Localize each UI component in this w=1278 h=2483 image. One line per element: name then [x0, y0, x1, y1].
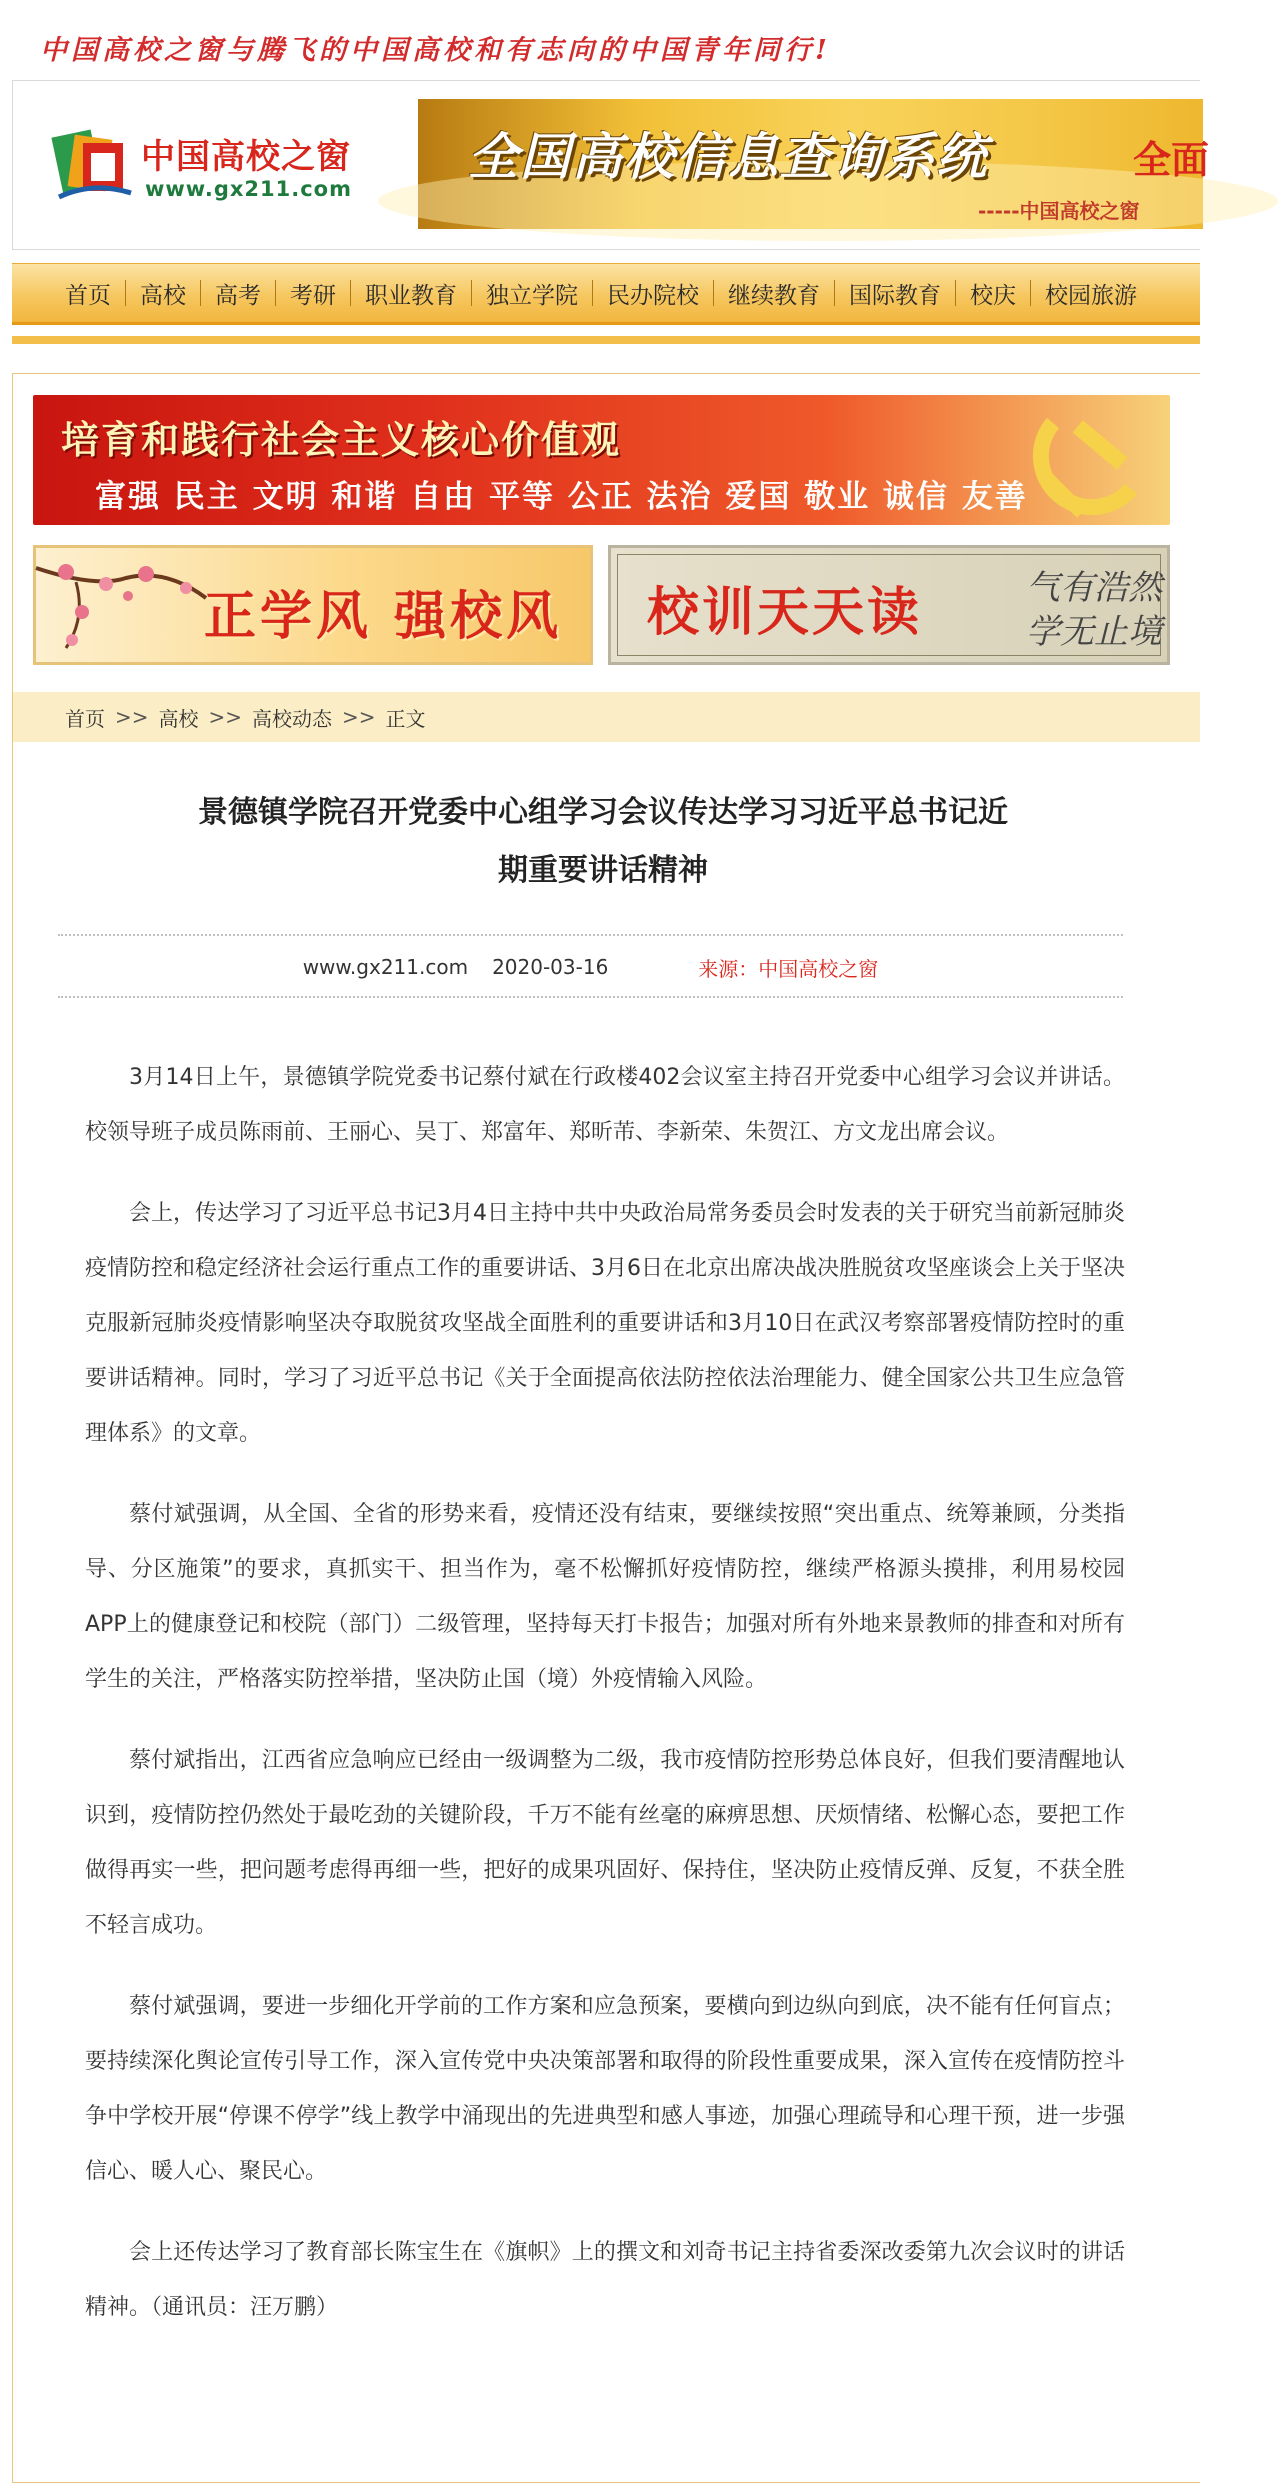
- nav-separator: [834, 280, 835, 306]
- logo-url: www.gx211.com: [145, 177, 352, 201]
- nav-item[interactable]: 职业教育: [365, 282, 457, 309]
- article-source-link[interactable]: 中国高校之窗: [758, 956, 879, 981]
- core-values-subtitle: 富强 民主 文明 和谐 自由 平等 公正 法治 爱国 敬业 诚信 友善: [95, 479, 1028, 515]
- nav-item[interactable]: 国际教育: [849, 282, 941, 309]
- school-motto-banner[interactable]: [608, 545, 1170, 665]
- nav-separator: [1030, 280, 1031, 306]
- top-slogan: 中国高校之窗与腾飞的中国高校和有志向的中国青年同行!: [40, 35, 831, 66]
- article-title: [73, 784, 1133, 900]
- nav-separator: [275, 280, 276, 306]
- site-logo[interactable]: [53, 123, 393, 213]
- logo-mark-icon: [53, 123, 135, 207]
- nav-separator: [955, 280, 956, 306]
- breadcrumb-item[interactable]: 首页: [65, 706, 105, 731]
- query-system-banner[interactable]: [418, 99, 1210, 229]
- breadcrumb: [13, 692, 1200, 742]
- nav-separator: [592, 280, 593, 306]
- article-paragraph: 蔡付斌指出，江西省应急响应已经由一级调整为二级，我市疫情防控形势总体良好，但我们要清醒地认识到，疫情防控仍然处于最吃劲的关键阶段，千万不能有丝毫的麻痹思想、厌烦情绪、松懈心态，要把工作做得再实一些，把问题考虑得再细一些，把好的成果巩固好、保持住，坚决防止疫情反弹、反复，不获全胜不轻言成功。: [85, 1748, 1125, 1938]
- study-style-banner[interactable]: [33, 545, 593, 665]
- article-title-line-1: 景德镇学院召开党委中心组学习会议传达学习习近平总书记近: [198, 795, 1008, 830]
- nav-list: [57, 264, 1145, 322]
- breadcrumb-item[interactable]: 高校: [158, 706, 199, 731]
- nav-separator: [713, 280, 714, 306]
- site-header: [12, 80, 1210, 250]
- plum-blossom-icon: [36, 548, 216, 662]
- hammer-sickle-icon: [1023, 403, 1153, 521]
- nav-item[interactable]: 校庆: [970, 282, 1016, 309]
- nav-item[interactable]: 民办院校: [607, 282, 699, 309]
- motto-side-text-1: 气有浩然: [1026, 568, 1162, 608]
- article-paragraph: 蔡付斌强调，从全国、全省的形势来看，疫情还没有结束，要继续按照“突出重点、统筹兼顾，分类指导、分区施策”的要求，真抓实干、担当作为，毫不松懈抓好疫情防控，继续严格源头摸排，利用易校园APP上的健康登记和校院（部门）二级管理，坚持每天打卡报告；加强对所有外地来景教师的排查和对所有学生的关注，严格落实防控举措，坚决防止国（境）外疫情输入风险。: [85, 1502, 1125, 1692]
- breadcrumb-separator: >>: [115, 705, 149, 729]
- meta-divider-bottom: [58, 996, 1123, 998]
- nav-item[interactable]: 首页: [65, 282, 111, 309]
- banner-title: 全国高校信息查询系统: [468, 128, 988, 186]
- logo-title: 中国高校之窗: [141, 137, 351, 177]
- article-source-label: 来源：: [698, 956, 759, 981]
- motto-side-text-2: 学无止境: [1026, 612, 1162, 652]
- breadcrumb-separator: >>: [208, 705, 243, 729]
- nav-item[interactable]: 继续教育: [728, 282, 820, 309]
- nav-item[interactable]: 考研: [290, 282, 336, 309]
- core-values-title: 培育和践行社会主义核心价值观: [61, 418, 622, 462]
- banner-subtitle: -----中国高校之窗: [978, 199, 1140, 223]
- core-values-banner[interactable]: [33, 395, 1170, 525]
- breadcrumb-separator: >>: [342, 705, 376, 729]
- study-style-title: 正学风 强校风: [204, 587, 563, 647]
- main-nav: [12, 263, 1200, 325]
- meta-divider-top: [58, 934, 1123, 936]
- nav-separator: [125, 280, 126, 306]
- article-paragraph: 会上还传达学习了教育部长陈宝生在《旗帜》上的撰文和刘奇书记主持省委深改委第九次会议时的讲话精神。（通讯员：汪万鹏）: [85, 2240, 1125, 2320]
- content-box: [12, 373, 1200, 2483]
- article-paragraph: 3月14日上午，景德镇学院党委书记蔡付斌在行政楼402会议室主持召开党委中心组学习会议并讲话。校领导班子成员陈雨前、王丽心、吴丁、郑富年、郑昕芾、李新荣、朱贺江、方文龙出席会议。: [85, 1065, 1125, 1145]
- article-date: 2020-03-16: [492, 955, 609, 979]
- nav-separator: [200, 280, 201, 306]
- nav-separator: [471, 280, 472, 306]
- article-body: [85, 1050, 1125, 2361]
- article-paragraph: 蔡付斌强调，要进一步细化开学前的工作方案和应急预案，要横向到边纵向到底，决不能有任何盲点；要持续深化舆论宣传引导工作，深入宣传党中央决策部署和取得的阶段性重要成果，深入宣传在疫情防控斗争中学校开展“停课不停学”线上教学中涌现出的先进典型和感人事迹，加强心理疏导和心理干预，进一步强信心、暖人心、聚民心。: [85, 1994, 1125, 2184]
- article-site: www.gx211.com: [302, 955, 469, 979]
- banner-right-text: 全面: [1133, 138, 1210, 182]
- school-motto-title: 校训天天读: [647, 582, 923, 643]
- article-meta: [58, 942, 1123, 992]
- nav-item[interactable]: 校园旅游: [1045, 282, 1137, 309]
- nav-separator: [350, 280, 351, 306]
- article-paragraph: 会上，传达学习了习近平总书记3月4日主持中共中央政治局常务委员会时发表的关于研究当前新冠肺炎疫情防控和稳定经济社会运行重点工作的重要讲话、3月6日在北京出席决战决胜脱贫攻坚座谈会上关于坚决克服新冠肺炎疫情影响坚决夺取脱贫攻坚战全面胜利的重要讲话和3月10日在武汉考察部署疫情防控时的重要讲话精神。同时，学习了习近平总书记《关于全面提高依法防控依法治理能力、健全国家公共卫生应急管理体系》的文章。: [85, 1201, 1125, 1446]
- nav-item[interactable]: 高考: [215, 282, 261, 309]
- nav-underline: [12, 336, 1200, 344]
- breadcrumb-item: 正文: [385, 706, 426, 731]
- article-title-line-2: 期重要讲话精神: [498, 853, 708, 888]
- breadcrumb-item[interactable]: 高校动态: [252, 706, 333, 731]
- nav-item[interactable]: 独立学院: [486, 282, 578, 309]
- nav-item[interactable]: 高校: [140, 282, 186, 309]
